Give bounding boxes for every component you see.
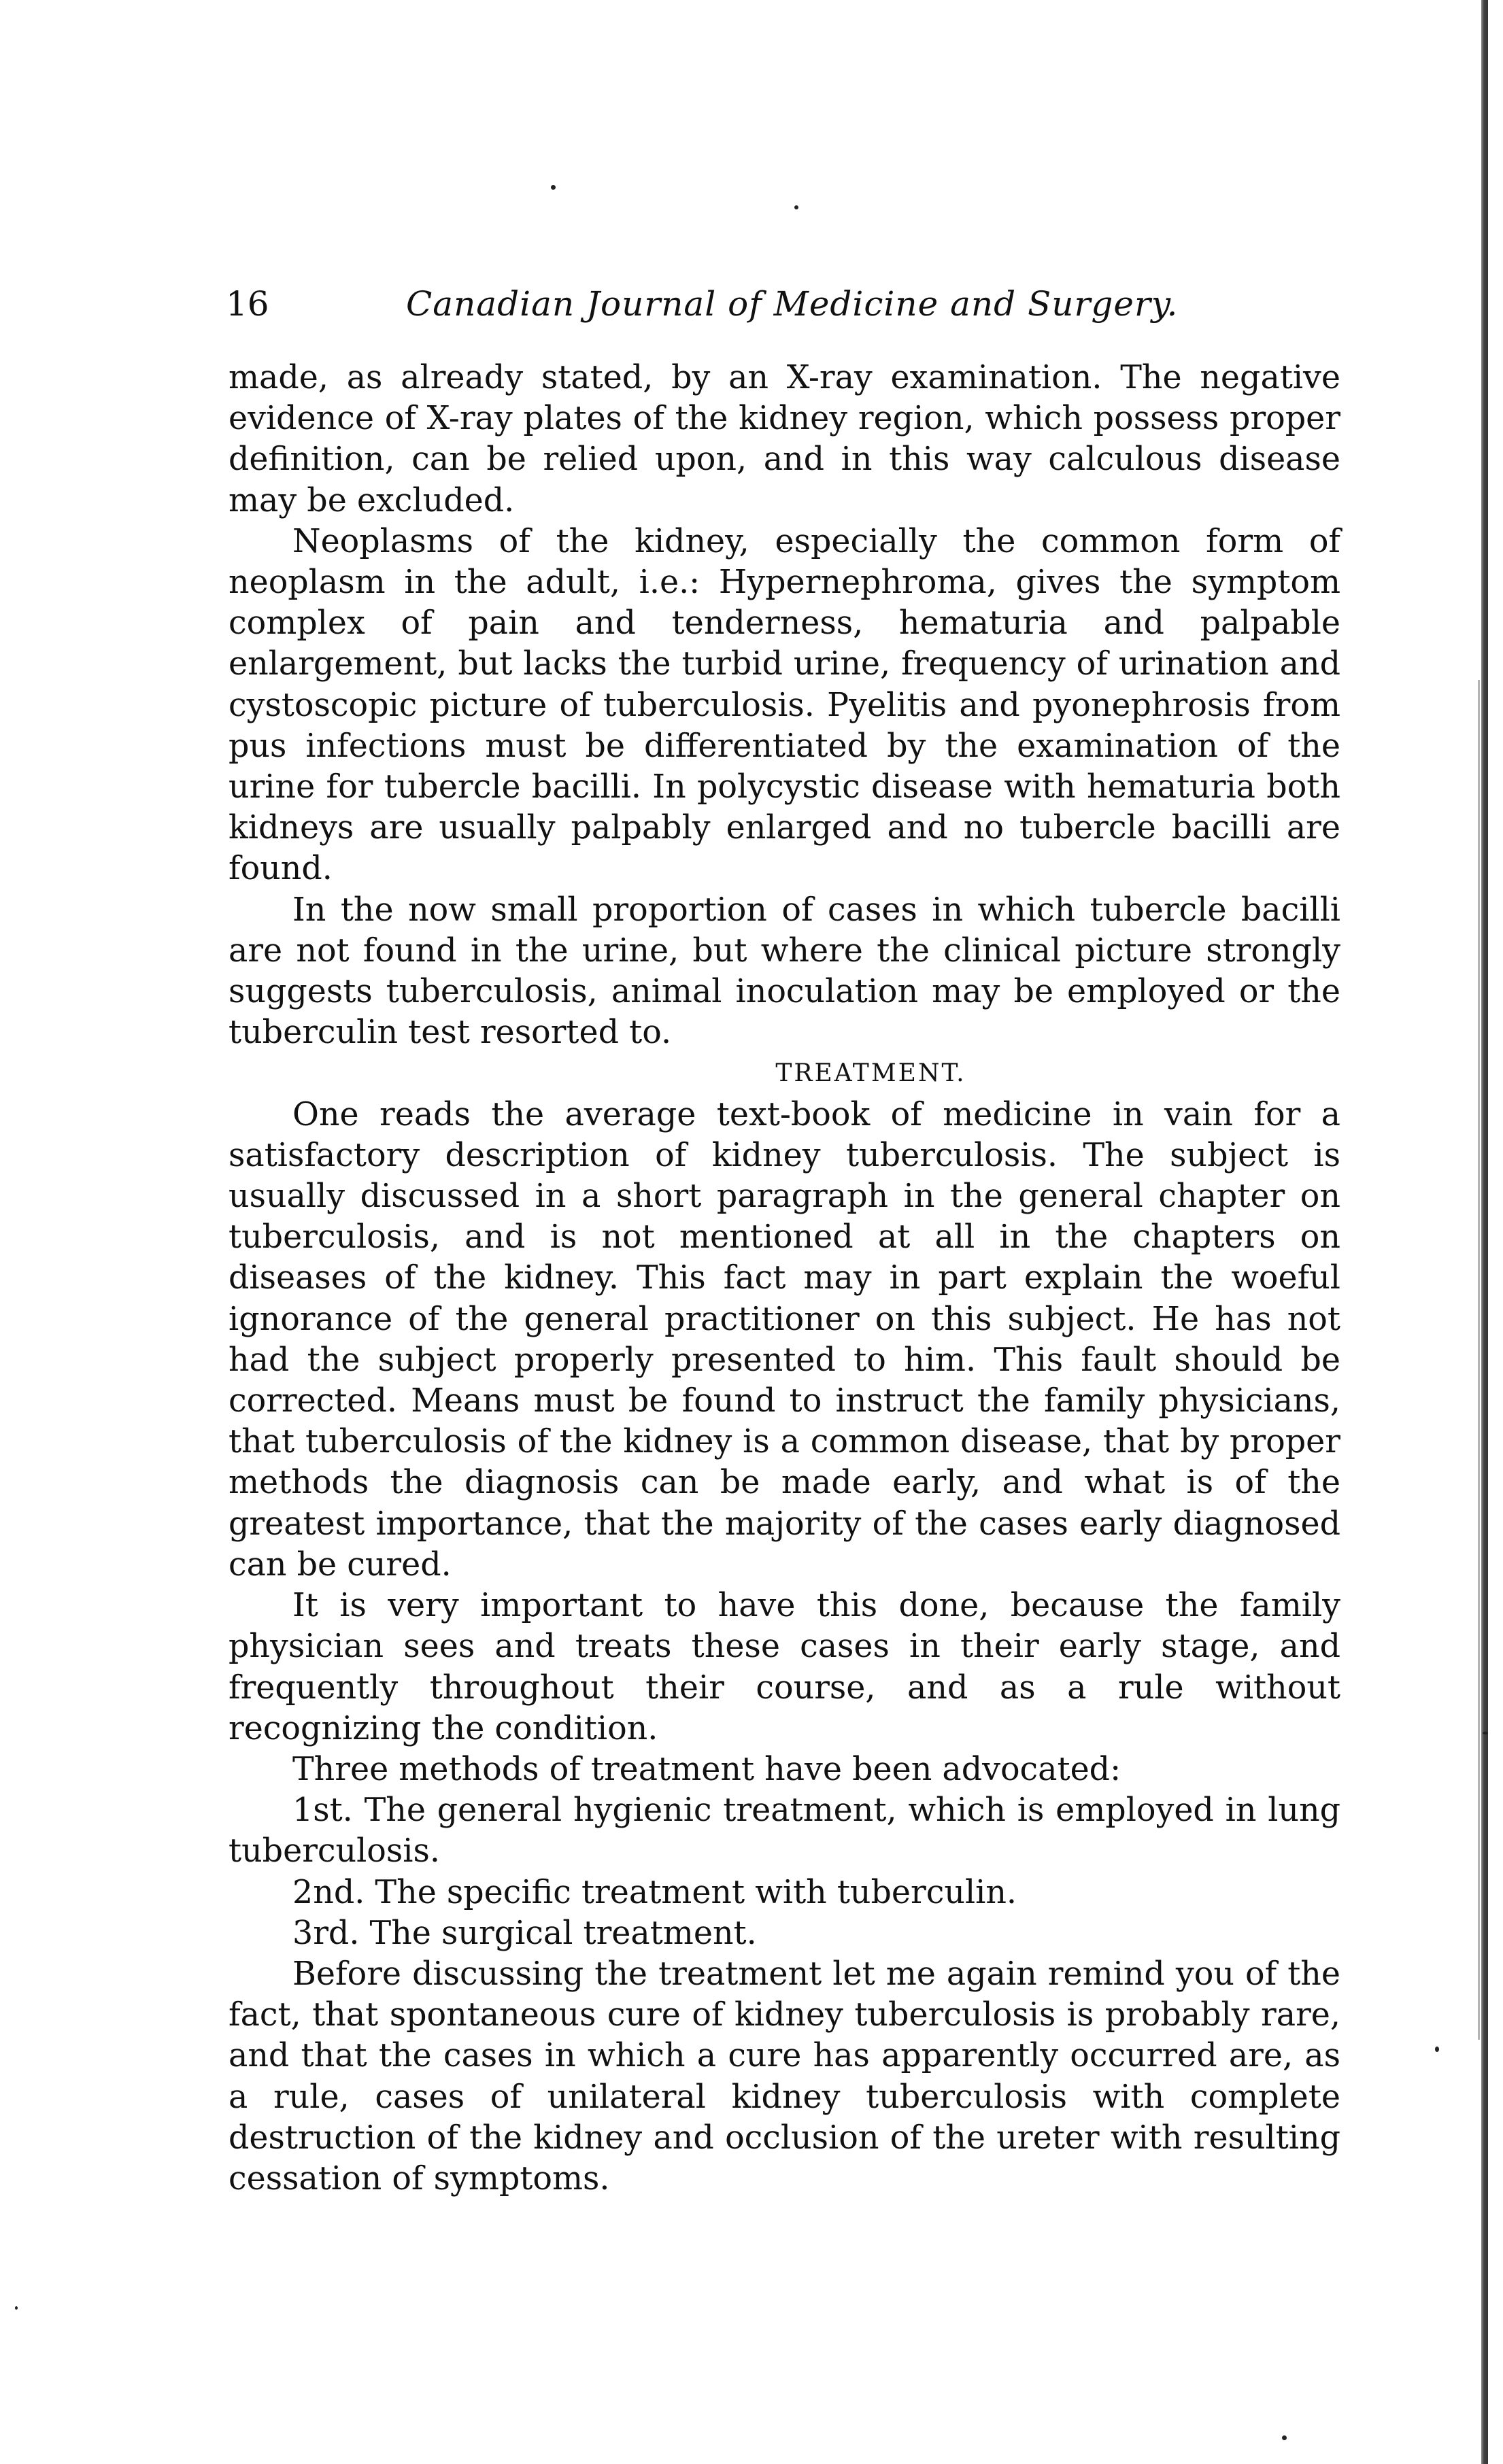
scan-speck xyxy=(15,2306,18,2310)
paragraph-neoplasms: Neoplasms of the kidney, especially the common form of neoplasm in the adult, i.e.: Hypernephroma, gives the symptom complex of pain and tenderness, hematuria and palpable enlargement, but lacks the turbid urine, frequency of urination and cystoscopic picture of tuberculosis. Pyelitis and pyonephrosis from pus infections must be differentiated by the examination of the urine for tubercle bacilli. In polycystic disease with hematuria both kidneys are usually palpably enlarged and no tubercle bacilli are found. xyxy=(229,522,1340,888)
paragraph-spontaneous-cure: Before discussing the treatment let me again remind you of the fact, that spontaneous cure of kidney tuberculosis is probably rare, and that the cases in which a cure has apparently occurred are, as a rule, cases of unilateral kidney tuberculosis with complete destruction of the kidney and occlusion of the ureter with resulting cessation of symptoms. xyxy=(229,1955,1340,2197)
page-number: 16 xyxy=(226,284,269,324)
scan-speck xyxy=(1435,2047,1439,2052)
method-item-3: 3rd. The surgical treatment. xyxy=(292,1914,757,1952)
method-item-1: 1st. The general hygienic treatment, which is employed in lung tuberculosis. xyxy=(229,1792,1340,1870)
method-item-2: 2nd. The specific treatment with tuberculin. xyxy=(292,1873,1017,1911)
paragraph-three-methods: Three methods of treatment have been advocated: xyxy=(292,1750,1121,1788)
article-body xyxy=(229,358,1340,2200)
scan-speck xyxy=(1483,1732,1488,1734)
scan-speck xyxy=(551,185,556,190)
scan-edge-line xyxy=(1478,680,1480,2040)
paragraph-important: It is very important to have this done, because the family physician sees and treats these cases in their early stage, and frequently throughout their course, and as a rule without recognizing the condition. xyxy=(229,1587,1340,1747)
page-header xyxy=(226,279,1341,333)
paragraph-xray: made, as already stated, by an X-ray examination. The negative evidence of X-ray plates of the kidney region, which possess proper definition, can be relied upon, and in this way calculous disease may be excluded. xyxy=(229,359,1340,519)
running-title: Canadian Journal of Medicine and Surgery. xyxy=(406,284,1179,324)
paragraph-inoculation: In the now small proportion of cases in which tubercle bacilli are not found in the urine, but where the clinical picture strongly suggests tuberculosis, animal inoculation may be employed or the tuberculin test resorted to. xyxy=(229,891,1340,1052)
scan-speck xyxy=(794,205,798,209)
section-heading-treatment: TREATMENT. xyxy=(775,1059,966,1088)
scan-speck xyxy=(1282,2435,1287,2440)
paragraph-textbook: One reads the average text-book of medicine in vain for a satisfactory description of kidney tuberculosis. The subject is usually discussed in a short paragraph in the general chapter on tuberculosis, and is not mentioned at all in the chapters on diseases of the kidney. This fact may in part explain the woeful ignorance of the general practitioner on this subject. He has not had the subject properly presented to him. This fault should be corrected. Means must be found to instruct the family physicians, that tuberculosis of the kidney is a common disease, that by proper methods the diagnosis can be made early, and what is of the greatest importance, that the majority of the cases early diagnosed can be cured. xyxy=(229,1095,1340,1584)
scan-edge-shadow xyxy=(1481,0,1488,2464)
